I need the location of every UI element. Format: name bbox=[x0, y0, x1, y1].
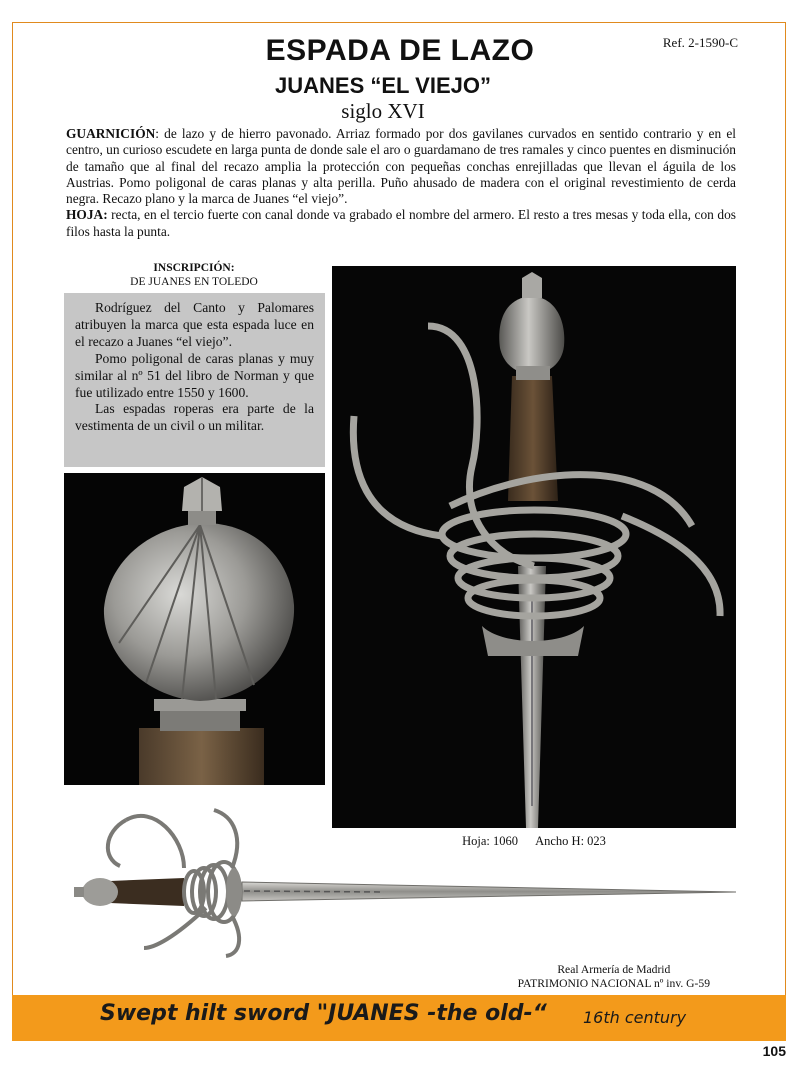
full-sword-illustration bbox=[64, 808, 740, 958]
notes-box bbox=[64, 293, 325, 467]
hoja-label: HOJA: bbox=[66, 207, 108, 223]
description-block bbox=[66, 126, 736, 240]
guarnicion-paragraph bbox=[66, 126, 736, 207]
blade-width: Ancho H: 023 bbox=[535, 834, 606, 848]
blade-length: Hoja: 1060 bbox=[462, 834, 518, 848]
english-title: Swept hilt sword "JUANES -the old-“ bbox=[100, 1001, 547, 1026]
hoja-text: recta, en el tercio fuerte con canal donde va grabado el nombre del armero. El resto a tres mesas y toda ella, con dos filos hasta la punta. bbox=[66, 207, 736, 239]
inscription-text: DE JUANES EN TOLEDO bbox=[130, 276, 258, 288]
guarnicion-label: GUARNICIÓN bbox=[66, 126, 156, 141]
page-number: 105 bbox=[762, 1043, 786, 1059]
century-label: siglo XVI bbox=[341, 99, 425, 123]
pommel-photo bbox=[64, 473, 325, 785]
note-paragraph: Pomo poligonal de caras planas y muy similar al nº 51 del libro de Norman y que fue utilizado entre 1550 y 1600. bbox=[75, 350, 314, 400]
page-title: ESPADA DE LAZO bbox=[265, 34, 535, 67]
inventory-number: PATRIMONIO NACIONAL nº inv. G-59 bbox=[517, 977, 710, 990]
note-paragraph: Las espadas roperas era parte de la vestimenta de un civil o un militar. bbox=[75, 401, 314, 434]
hoja-paragraph bbox=[66, 207, 736, 240]
institution-credit bbox=[518, 963, 710, 991]
hilt-illustration bbox=[332, 266, 736, 828]
reference-number: Ref. 2-1590-C bbox=[662, 35, 738, 50]
pommel-illustration bbox=[64, 473, 325, 785]
page-subtitle: JUANES “EL VIEJO” bbox=[275, 73, 491, 98]
note-paragraph: Rodríguez del Canto y Palomares atribuyen la marca que esta espada luce en el recazo a Juanes “el viejo”. bbox=[75, 300, 314, 349]
hilt-photo bbox=[332, 266, 736, 828]
institution-name: Real Armería de Madrid bbox=[557, 963, 671, 976]
english-century: 16th century bbox=[583, 1008, 687, 1027]
inscription-heading: INSCRIPCIÓN: bbox=[153, 262, 235, 274]
guarnicion-text: : de lazo y de hierro pavonado. Arriaz formado por dos gavilanes curvados en sentido contrario y en el centro, un curioso escudete en larga punta de donde sale el aro o guardamano de tres ramales y cinco puentes en disminución de tamaño que al final del recazo amplia la protección con pequeñas conchas enrejilladas que llevan el águila de los Austrias. Pomo poligonal de caras planas y alta perilla. Puño ahusado de madera con el original revestimiento de cerda negra. Recazo plano y la marca de Juanes “el viejo”. bbox=[66, 126, 736, 207]
